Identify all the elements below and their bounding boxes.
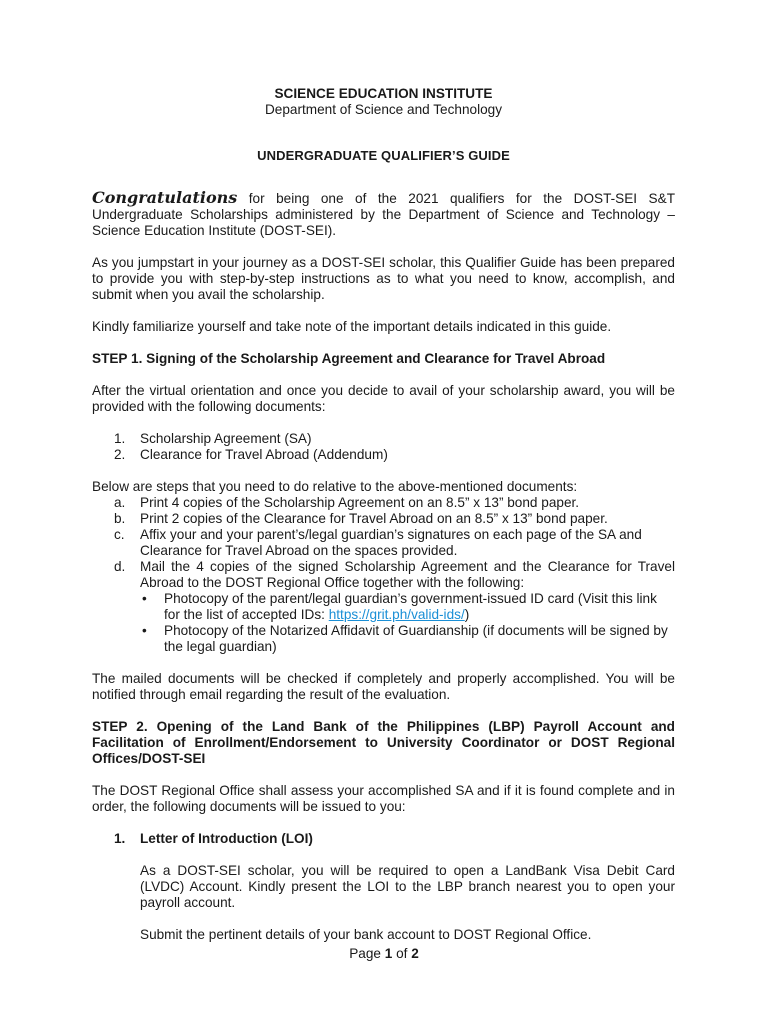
intro-paragraph-2: As you jumpstart in your journey as a DOST-SEI scholar, this Qualifier Guide has been prepared to provide you with step-by-step instructions as to what you need to know, accomplish, and submit when you avail the scholarship. [92, 255, 675, 302]
list-marker: 1. [114, 431, 126, 446]
list-marker: a. [114, 495, 126, 510]
congratulations-paragraph [92, 190, 675, 239]
loi-paragraph-1: As a DOST-SEI scholar, you will be required to open a LandBank Visa Debit Card (LVDC) Account. Kindly present the LOI to the LBP branch nearest you to open your payroll account. [140, 863, 675, 910]
bullet-text: Photocopy of the parent/legal guardian’s government-issued ID card (Visit this link for the list of accepted IDs: [164, 591, 657, 622]
step2-heading: STEP 2. Opening of the Land Bank of the Philippines (LBP) Payroll Account and Facilitation of Enrollment/Endorsement to University Coordinator or DOST Regional Offices/DOST-SEI [92, 719, 675, 766]
valid-ids-link[interactable]: https://grit.ph/valid-ids/ [328, 607, 465, 622]
list-item [140, 623, 675, 655]
intro-paragraph-3: Kindly familiarize yourself and take note of the important details indicated in this guide. [92, 319, 612, 334]
department-name: Department of Science and Technology [264, 102, 503, 117]
of-word: of [396, 946, 408, 961]
list-item [114, 831, 675, 847]
list-item-text: Affix your and your parent’s/legal guardian’s signatures on each page of the SA and Clearance for Travel Abroad on the spaces provided. [140, 527, 642, 558]
list-item [114, 511, 675, 527]
loi-paragraph-2: Submit the pertinent details of your bank account to DOST Regional Office. [140, 927, 592, 942]
list-marker: d. [114, 559, 126, 574]
document-body [92, 86, 675, 943]
list-item [114, 559, 675, 655]
list-item-text: Clearance for Travel Abroad (Addendum) [140, 447, 388, 462]
list-item [114, 431, 675, 447]
step1-heading: STEP 1. Signing of the Scholarship Agreement and Clearance for Travel Abroad [92, 351, 606, 366]
list-item [114, 495, 675, 511]
page-word: Page [349, 946, 381, 961]
list-item-text: Print 4 copies of the Scholarship Agreement on an 8.5” x 13” bond paper. [140, 495, 580, 510]
bullet-text-end: ) [464, 607, 470, 622]
list-marker: 1. [114, 831, 126, 846]
step1-closing: The mailed documents will be checked if completely and properly accomplished. You will be notified through email regarding the result of the evaluation. [92, 671, 675, 702]
guide-title: UNDERGRADUATE QUALIFIER’S GUIDE [257, 148, 510, 163]
list-item-text: Mail the 4 copies of the signed Scholarship Agreement and the Clearance for Travel Abroad to the DOST Regional Office together with the following: [140, 559, 675, 590]
list-item-text: Scholarship Agreement (SA) [140, 431, 312, 446]
bullet-marker: • [142, 623, 147, 638]
congratulations-word: Congratulations [92, 188, 238, 207]
congratulations-text: for being one of the 2021 qualifiers for the DOST-SEI S&T Undergraduate Scholarships administered by the Department of Science and Technology – Science Education Institute (DOST-SEI). [92, 191, 675, 238]
steps-intro: Below are steps that you need to do relative to the above-mentioned documents: [92, 479, 578, 494]
loi-details [140, 863, 675, 943]
bullet-marker: • [142, 591, 147, 606]
step1-paragraph: After the virtual orientation and once you decide to avail of your scholarship award, you will be provided with the following documents: [92, 383, 675, 414]
step2-paragraph: The DOST Regional Office shall assess your accomplished SA and if it is found complete and in order, the following documents will be issued to you: [92, 783, 675, 814]
list-item-text: Print 2 copies of the Clearance for Travel Abroad on an 8.5” x 13” bond paper. [140, 511, 608, 526]
issued-documents-list [114, 831, 675, 847]
requirements-list [140, 591, 675, 655]
current-page: 1 [384, 946, 393, 961]
list-item [114, 527, 675, 559]
total-pages: 2 [411, 946, 419, 961]
steps-list [114, 495, 675, 655]
list-item [114, 447, 675, 463]
list-marker: b. [114, 511, 126, 526]
institute-name: SCIENCE EDUCATION INSTITUTE [274, 86, 493, 101]
documents-list [114, 431, 675, 463]
list-item [140, 591, 675, 623]
list-item-title: Letter of Introduction (LOI) [140, 831, 313, 846]
page-footer [0, 946, 768, 962]
list-marker: c. [114, 527, 125, 542]
bullet-text: Photocopy of the Notarized Affidavit of Guardianship (if documents will be signed by the legal guardian) [164, 623, 668, 654]
list-marker: 2. [114, 447, 126, 462]
